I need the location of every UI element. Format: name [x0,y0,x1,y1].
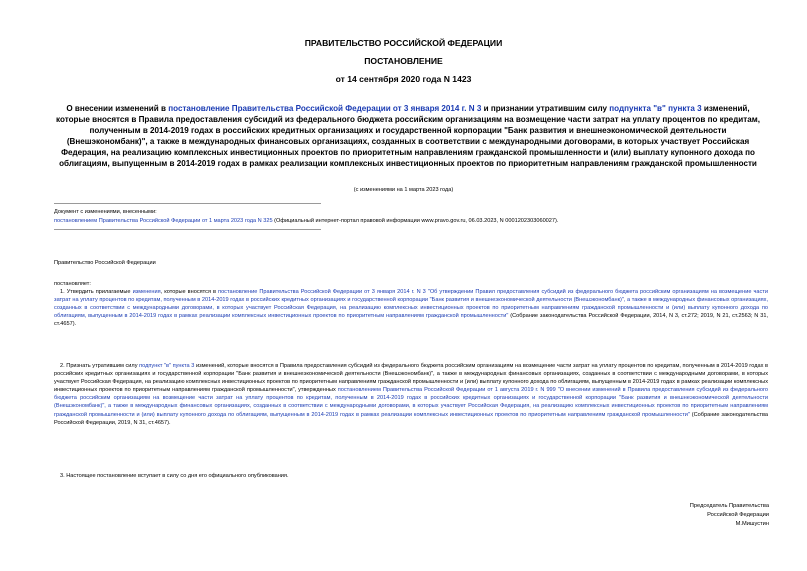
paragraph-1 [54,288,768,328]
authority: Правительство Российской Федерации [54,260,156,266]
divider-bottom [54,229,321,230]
signature-org: Российской Федерации [707,512,769,518]
p1-link-changes[interactable]: изменения [132,289,161,295]
p1-text-a: 1. Утвердить прилагаемые [60,289,133,295]
title-link-subparagraph[interactable]: подпункта "в" пункта 3 [609,104,702,113]
p2-text-b: изменений, которые вносятся в Правила предоставления субсидий из федерального бюджета российским организациям на возмещение части затрат на уплату процентов по кредитам, полученным в 2014-2019 годах в российских кредитных организациях и государственной корпорации "Банк развития и внешнеэкономической деятельности (Внешэкономбанк)", а также в международных финансовых организациях, созданных в соответствии с международными договорами, в которых участвует Российская Федерация, на реализацию комплексных инвестиционных проектов по приоритетным направлениям гражданской промышленности и (или) выплату купонного дохода по облигациям, выпущенным в 2014-2019 годах в рамках реализации комплексных инвестиционных проектов по приоритетным направлениям гражданской промышленности", утвержденных [54,363,768,394]
title-text-3: изменений, которые вносятся в Правила предоставления субсидий из федерального бюджета российским организациям на возмещение части затрат на уплату процентов по кредитам, полученным в 2014-2019 годах в российских кредитных организациях и государственной корпорации "Банк развития и внешнеэкономической деятельности (Внешэкономбанк)", а также в международных финансовых организациях, созданных в соответствии с международными договорами, в которых участвует Российская Федерация, на реализацию комплексных инвестиционных проектов по приоритетным направлениям гражданской промышленности и (или) выплату купонного дохода по облигациям, выпущенным в 2014-2019 годах в рамках реализации комплексных инвестиционных проектов по приоритетным направлениям гражданской промышленности [56,104,760,168]
p1-text-b: , которые вносятся в [160,289,219,295]
paragraph-2 [54,362,768,427]
changes-entry [54,217,768,225]
document-date-number: от 14 сентября 2020 года N 1423 [335,74,472,84]
signature-name: М.Мишустин [735,521,769,527]
revision-note: (с изменениями на 1 марта 2023 года) [353,187,454,193]
changes-label: Документ с изменениями, внесенными: [54,209,157,215]
p2-text-c: (Собрание законодательства Российской Федерации, 2019, N 31, ст.4657). [54,411,768,426]
p2-link-resolution[interactable]: постановлением Правительства Российской Федерации от 1 августа 2019 г. N 999 "О внесении изменений в Правила предоставления субсидий из федерального бюджета российским организациям на возмещение части затрат на уплату процентов по кредитам, полученным в 2014-2019 годах в российских кредитных организациях и государственной корпорации "Банк развития и внешнеэкономической деятельности (Внешэкономбанк)", а также в международных финансовых организациях, созданных в соответствии с международными договорами, в которых участвует Российская Федерация, на реализацию комплексных инвестиционных проектов по приоритетным направлениям гражданской промышленности и (или) выплату купонного дохода по облигациям, выпущенным в 2014-2019 годах в рамках реализации комплексных инвестиционных проектов по приоритетным направлениям гражданской промышленности" [54,387,768,418]
government-name: ПРАВИТЕЛЬСТВО РОССИЙСКОЙ ФЕДЕРАЦИИ [304,38,503,48]
signature-title: Председатель Правительства [689,503,769,509]
decides: постановляет: [54,281,91,287]
title-text-2: и признании утратившим силу [481,104,610,113]
changes-link[interactable]: постановлением Правительства Российской Федерации от 1 марта 2023 года N 325 [54,218,273,224]
divider-top [54,203,321,204]
p2-link-subparagraph[interactable]: подпункт "в" пункта 3 [139,363,195,369]
paragraph-3: 3. Настоящее постановление вступает в силу со дня его официального опубликования. [60,473,289,479]
title-link-resolution[interactable]: постановление Правительства Российской Федерации от 3 января 2014 г. N 3 [168,104,482,113]
document-title [52,103,764,169]
document-type: ПОСТАНОВЛЕНИЕ [364,56,443,66]
p1-link-resolution[interactable]: постановление Правительства Российской Федерации от 3 января 2014 г. N 3 "Об утверждении Правил предоставления субсидий из федерального бюджета российским организациям на возмещение части затрат на уплату процентов по кредитам, полученным в 2014-2019 годах в российских кредитных организациях и государственной корпорации "Банк развития и внешнеэкономической деятельности (Внешэкономбанк)", а также в международных финансовых организациях, созданных в соответствии с международными договорами, в которых участвует Российская Федерация, на реализацию комплексных инвестиционных проектов по приоритетным направлениям гражданской промышленности и (или) выплату купонного дохода по облигациям, выпущенным в 2014-2019 годах в рамках реализации комплексных инвестиционных проектов по приоритетным направлениям гражданской промышленности" [54,289,768,320]
title-text-1: О внесении изменений в [66,104,169,113]
changes-source: (Официальный интернет-портал правовой информации www.pravo.gov.ru, 06.03.2023, N 0001202303060027). [272,218,559,224]
p2-text-a: 2. Признать утратившим силу [60,363,140,369]
signature-block [690,502,769,529]
p1-text-c: (Собрание законодательства Российской Федерации, 2014, N 3, ст.272; 2019, N 21, ст.2563; N 31, ст.4657). [54,313,768,328]
